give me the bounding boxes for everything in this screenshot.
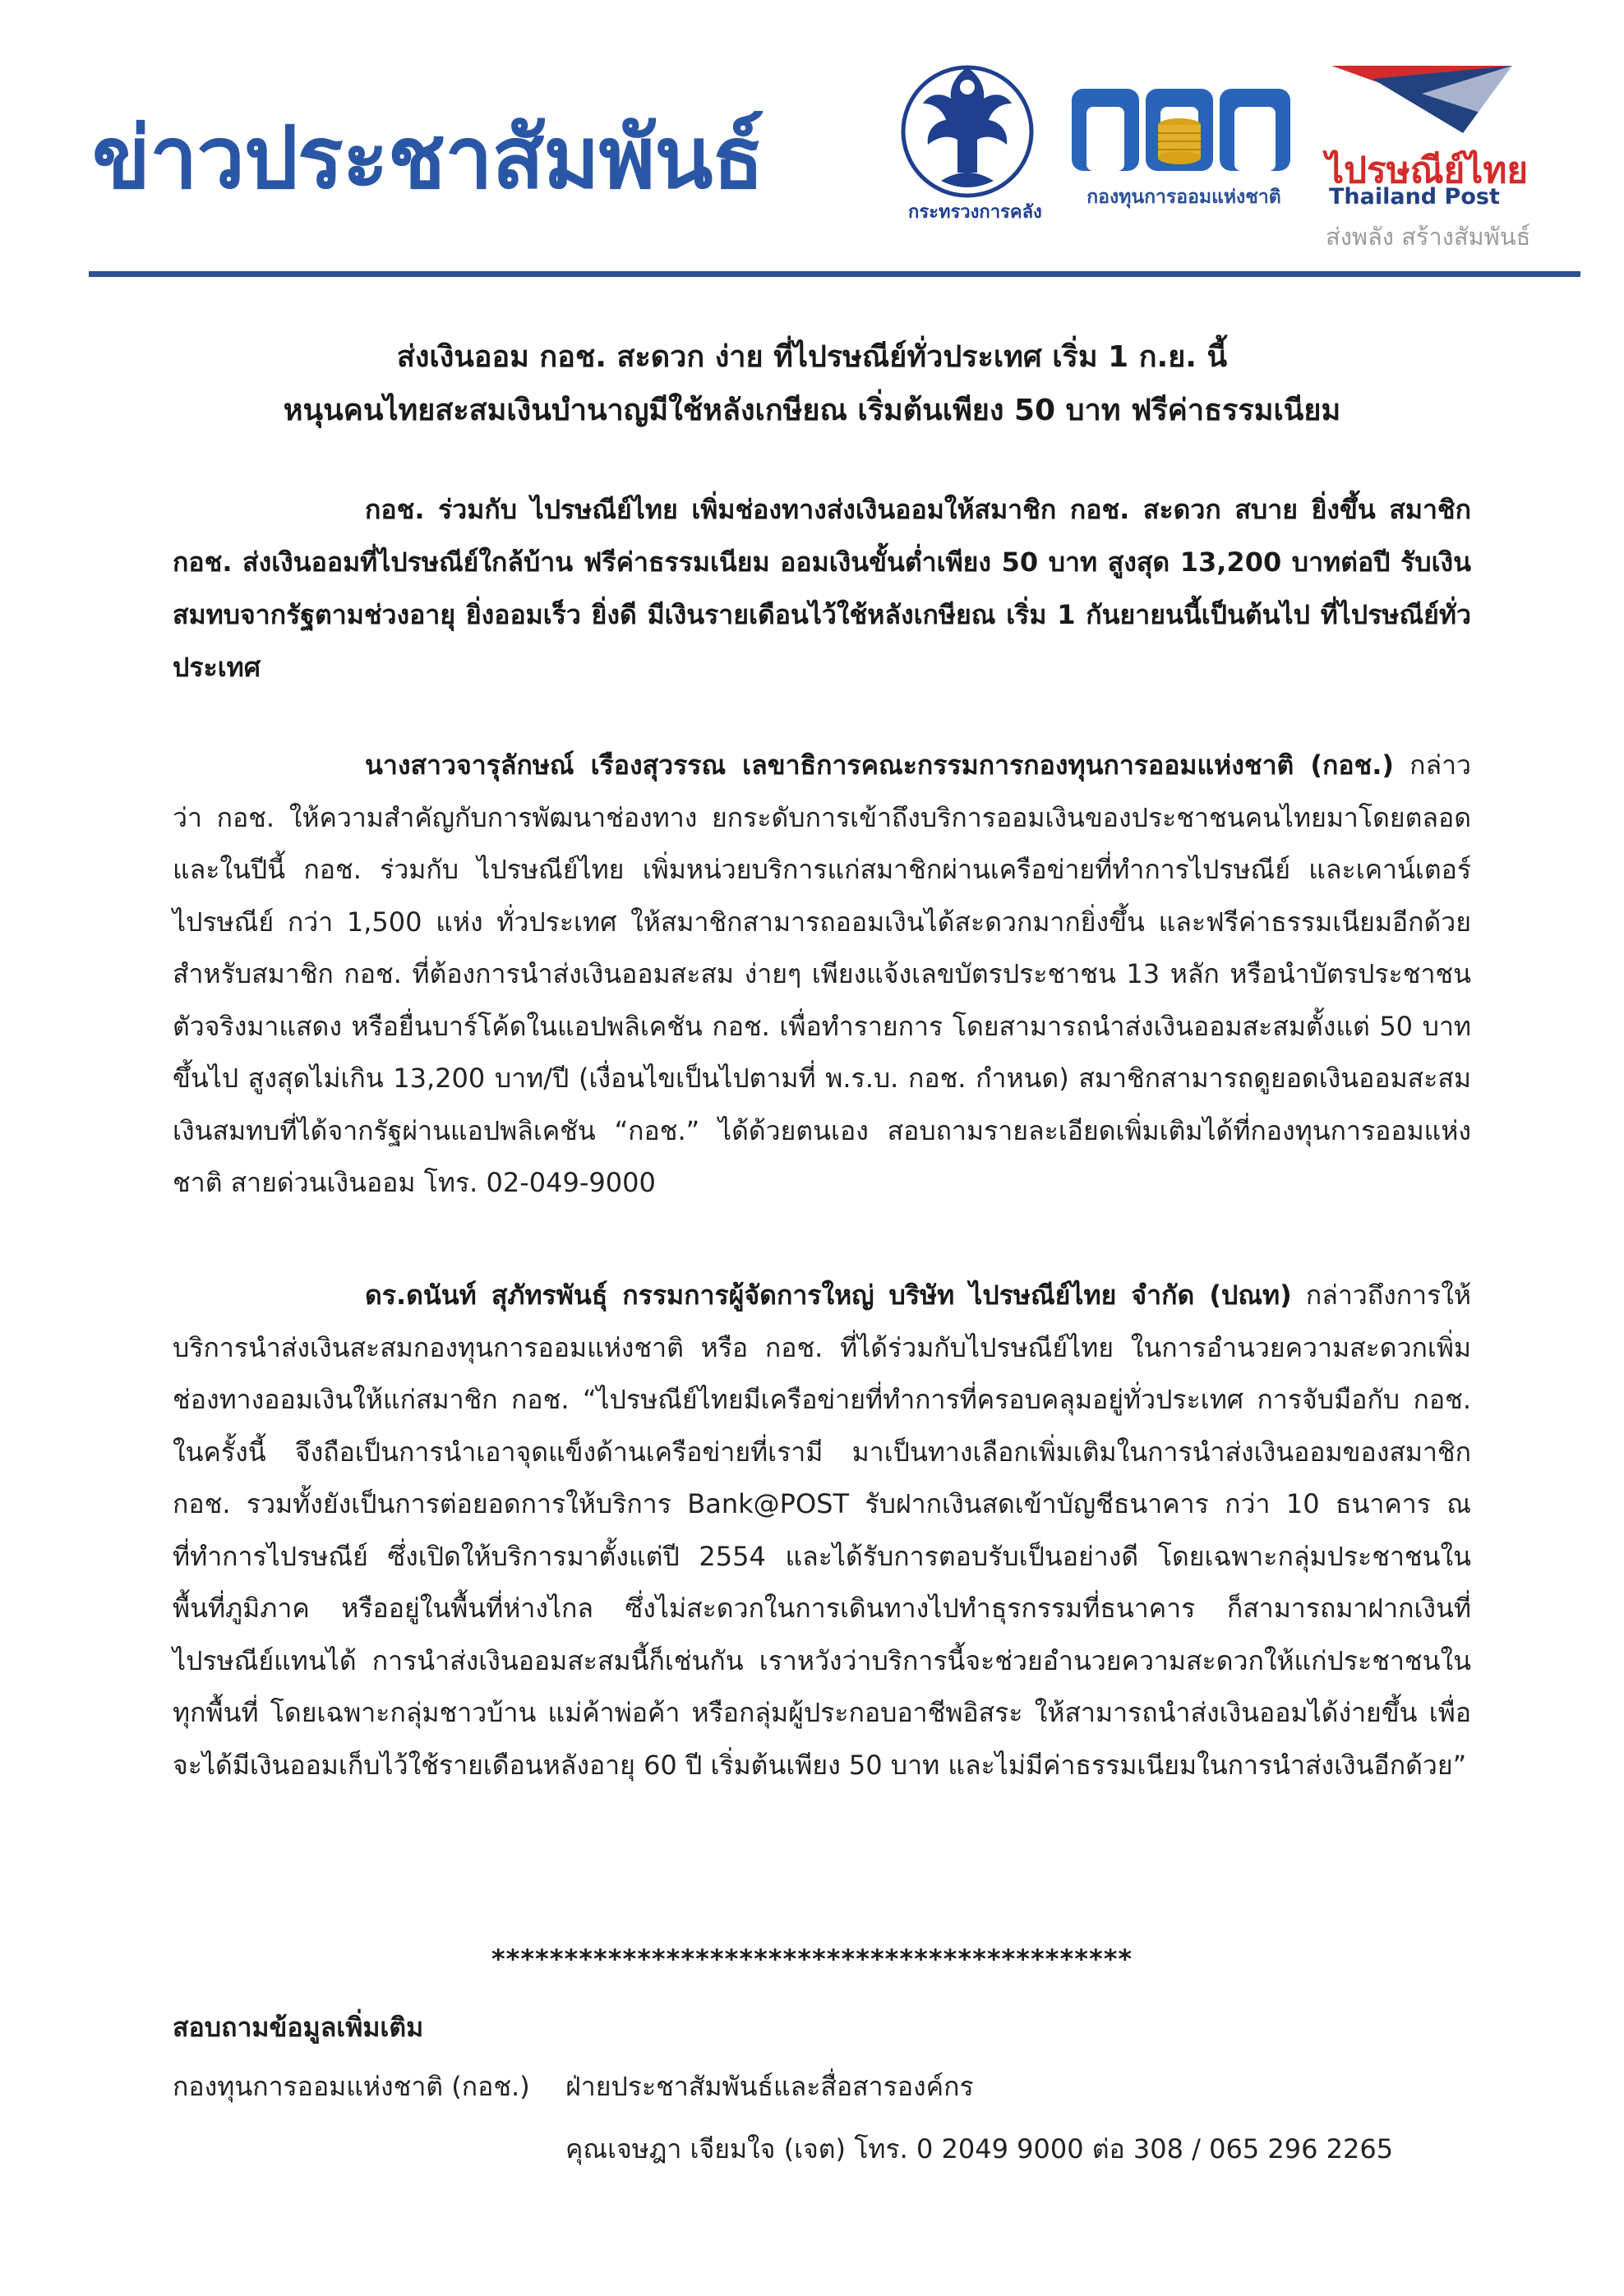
headline-line-1: ส่งเงินออม กอช. สะดวก ง่าย ที่ไปรษณีย์ทั่วประเทศ เริ่ม 1 ก.ย. นี้ [396,340,1228,374]
contact-department: ฝ่ายประชาสัมพันธ์และสื่อสารองค์กร [565,2071,974,2102]
thailand-post-slogan: ส่งพลัง สร้างสัมพันธ์ [1326,223,1531,251]
nsf-speaker-lead: นางสาวจารุลักษณ์ เรืองสุวรรณ เลขาธิการคณะกรรมการกองทุนการออมแห่งชาติ (กอช.) [365,749,1395,781]
header-divider [89,271,1580,277]
thailand-post-english-name: Thailand Post [1329,184,1500,210]
paragraph-summary [173,483,1471,694]
contact-heading: สอบถามข้อมูลเพิ่มเติม [173,2012,424,2043]
headline-line-2: หนุนคนไทยสะสมเงินบำนาญมีใช้หลังเกษียณ เริ่มต้นเพียง 50 บาท ฟรีค่าธรรมเนียม [283,394,1341,427]
paragraph-summary-text: กอช. ร่วมกับ ไปรษณีย์ไทย เพิ่มช่องทางส่งเงินออมให้สมาชิก กอช. สะดวก สบาย ยิ่งขึ้น สมาชิก กอช. ส่งเงินออมที่ไปรษณีย์ใกล้บ้าน ฟรีค่าธรรมเนียม ออมเงินขั้นต่ำเพียง 50 บาท สูงสุด 13,200 บาทต่อปี รับเงินสมทบจากรัฐตามช่วงอายุ ยิ่งออมเร็ว ยิ่งดี มีเงินรายเดือนไว้ใช้หลังเกษียณ เริ่ม 1 กันยายนนี้เป็นต้นไป ที่ไปรษณีย์ทั่วประเทศ [173,494,1471,683]
page-title: ข่าวประชาสัมพันธ์ [92,108,764,208]
paragraph-nsf-quote [173,740,1471,1210]
section-separator: ******************************************** [491,1943,1133,1975]
nsf-quote-text: กล่าวว่า กอช. ให้ความสำคัญกับการพัฒนาช่องทาง ยกระดับการเข้าถึงบริการออมเงินของประชาชนคนไทยมาโดยตลอด และในปีนี้ กอช. ร่วมกับ ไปรษณีย์ไทย เพิ่มหน่วยบริการแก่สมาชิกผ่านเครือข่ายที่ทำการไปรษณีย์ และเคาน์เตอร์ไปรษณีย์ กว่า 1,500 แห่ง ทั่วประเทศ ให้สมาชิกสามารถออมเงินได้สะดวกมากยิ่งขึ้น และฟรีค่าธรรมเนียมอีกด้วย สำหรับสมาชิก กอช. ที่ต้องการนำส่งเงินออมสะสม ง่ายๆ เพียงแจ้งเลขบัตรประชาชน 13 หลัก หรือนำบัตรประชาชนตัวจริงมาแสดง หรือยื่นบาร์โค้ดในแอปพลิเคชัน กอช. เพื่อทำรายการ โดยสามารถนำส่งเงินออมสะสมตั้งแต่ 50 บาทขึ้นไป สูงสุดไม่เกิน 13,200 บาท/ปี (เงื่อนไขเป็นไปตามที่ พ.ร.บ. กอช. กำหนด) สมาชิกสามารถดูยอดเงินออมสะสม เงินสมทบที่ได้จากรัฐผ่านแอปพลิเคชัน “กอช.” ได้ด้วยตนเอง สอบถามรายละเอียดเพิ่มเติมได้ที่กองทุนการออมแห่งชาติ สายด่วนเงินออม โทร. 02-049-9000 [173,749,1472,1198]
thailand-post-thai-name: ไปรษณีย์ไทย [1326,150,1529,191]
paragraph-thailand-post-quote [173,1270,1471,1791]
thailand-post-speaker-lead: ดร.ดนันท์ สุภัทรพันธุ์ กรรมการผู้จัดการใหญ่ บริษัท ไปรษณีย์ไทย จำกัด (ปณท) [365,1279,1292,1311]
contact-person: คุณเจษฎา เจียมใจ (เจต) โทร. 0 2049 9000 ต่อ 308 / 065 296 2265 [565,2133,1394,2165]
contact-organization: กองทุนการออมแห่งชาติ (กอช.) [173,2071,530,2102]
mof-logo-text: กระทรวงการคลัง [908,202,1042,223]
nsf-logo-text: กองทุนการออมแห่งชาติ [1087,187,1281,208]
thailand-post-quote-text: กล่าวถึงการให้บริการนำส่งเงินสะสมกองทุนการออมแห่งชาติ หรือ กอช. ที่ได้ร่วมกับไปรษณีย์ไทย ในการอำนวยความสะดวกเพิ่มช่องทางออมเงินให้แก่สมาชิก กอช. “ไปรษณีย์ไทยมีเครือข่ายที่ทำการที่ครอบคลุมอยู่ทั่วประเทศ การจับมือกับ กอช. ในครั้งนี้ จึงถือเป็นการนำเอาจุดแข็งด้านเครือข่ายที่เรามี มาเป็นทางเลือกเพิ่มเติมในการนำส่งเงินออมของสมาชิก กอช. รวมทั้งยังเป็นการต่อยอดการให้บริการ Bank@POST รับฝากเงินสดเข้าบัญชีธนาคาร กว่า 10 ธนาคาร ณ ที่ทำการไปรษณีย์ ซึ่งเปิดให้บริการมาตั้งแต่ปี 2554 และได้รับการตอบรับเป็นอย่างดี โดยเฉพาะกลุ่มประชาชนในพื้นที่ภูมิภาค หรืออยู่ในพื้นที่ห่างไกล ซึ่งไม่สะดวกในการเดินทางไปทำธุรกรรมที่ธนาคาร ก็สามารถมาฝากเงินที่ไปรษณีย์แทนได้ การนำส่งเงินออมสะสมนี้ก็เช่นกัน เราหวังว่าบริการนี้จะช่วยอำนวยความสะดวกให้แก่ประชาชนในทุกพื้นที่ โดยเฉพาะกลุ่มชาวบ้าน แม่ค้าพ่อค้า หรือกลุ่มผู้ประกอบอาชีพอิสระ ให้สามารถนำส่งเงินออมได้ง่ายขึ้น เพื่อจะได้มีเงินออมเก็บไว้ใช้รายเดือนหลังอายุ 60 ปี เริ่มต้นเพียง 50 บาท และไม่มีค่าธรรมเนียมในการนำส่งเงินอีกด้วย” [173,1279,1472,1781]
garuda-seal-icon [892,49,1044,226]
